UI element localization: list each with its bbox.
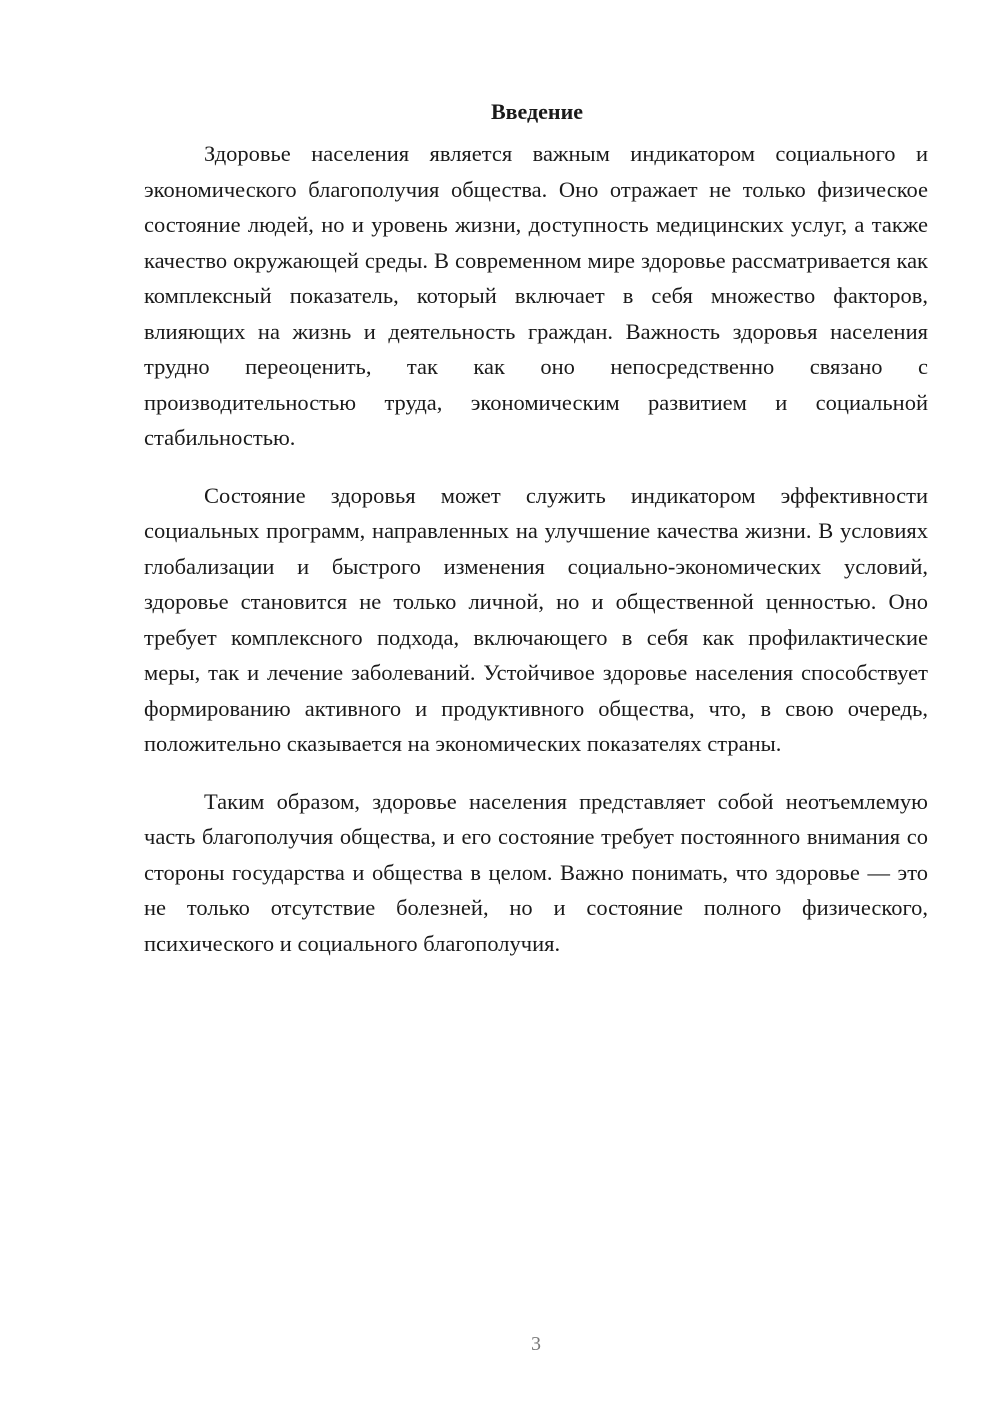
- section-title: Введение: [490, 99, 584, 124]
- paragraph-3: Таким образом, здоровье населения представляет собой неотъемлемую часть благополучия общества, и его состояние требует постоянного внимания со стороны государства и общества в целом. Важно понимать, что здоровье — это не только отсутствие болезней, но и состояние полного физического, психического и социального благополучия.: [144, 788, 928, 956]
- document-body: [144, 96, 928, 983]
- page-number: 3: [531, 1333, 541, 1355]
- paragraph-1: Здоровье населения является важным индикатором социального и экономического благополучия общества. Оно отражает не только физическое состояние людей, но и уровень жизни, доступность медицинских услуг, а также качество окружающей среды. В современном мире здоровье рассматривается как комплексный показатель, который включает в себя множество факторов, влияющих на жизнь и деятельность граждан. Важность здоровья населения трудно переоценить, так как оно непосредственно связано с производительностью труда, экономическим развитием и социальной стабильностью.: [144, 141, 928, 450]
- paragraph-2: Состояние здоровья может служить индикатором эффективности социальных программ, направленных на улучшение качества жизни. В условиях глобализации и быстрого изменения социально-экономических условий, здоровье становится не только личной, но и общественной ценностью. Оно требует комплексного подхода, включающего в себя как профилактические меры, так и лечение заболеваний. Устойчивое здоровье населения способствует формированию активного и продуктивного общества, что, в свою очередь, положительно сказывается на экономических показателях страны.: [144, 482, 928, 756]
